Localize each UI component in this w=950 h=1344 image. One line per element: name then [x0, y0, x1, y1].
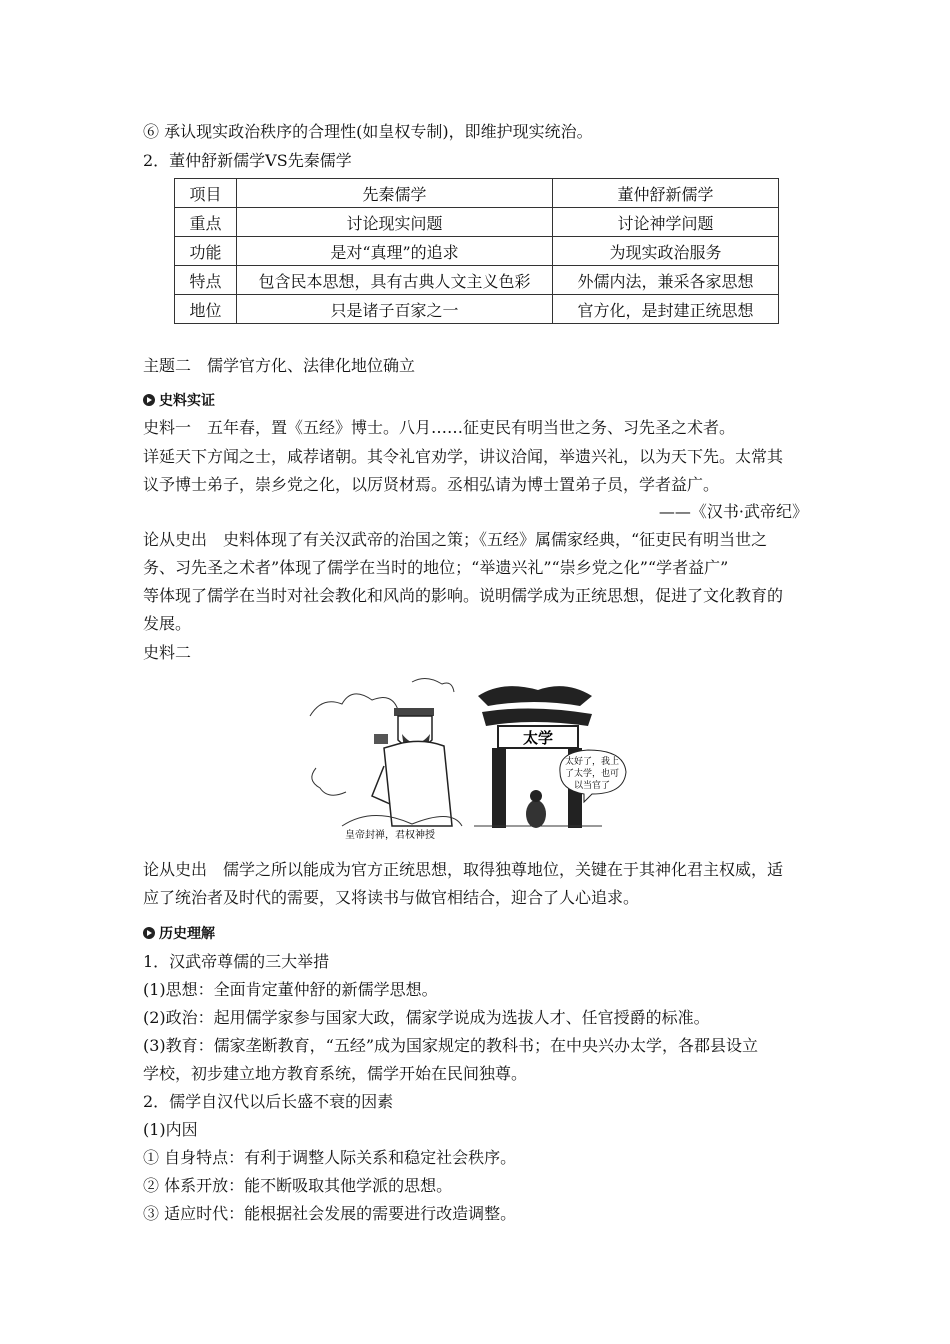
source-1-line: 史料一 五年春，置《五经》博士。八月……征吏民有明当世之务、习先圣之术者。 — [143, 418, 736, 437]
table-header-cell: 董仲舒新儒学 — [553, 179, 779, 208]
speech-bubble-text: 了太学，也可 — [564, 769, 620, 779]
table-row — [175, 266, 779, 295]
analysis-2-line: 论从史出 儒学之所以能成为官方正统思想，取得独尊地位，关键在于其神化君主权威，适 — [143, 860, 784, 879]
play-bullet-icon — [143, 927, 155, 939]
emperor-panel — [310, 678, 462, 841]
section-heading-lishi — [143, 923, 215, 943]
point-2-item: ③ 适应时代：能根据社会发展的需要进行改造调整。 — [143, 1204, 517, 1223]
source-1-citation: ——《汉书·武帝纪》 — [658, 502, 808, 521]
comparison-table — [174, 178, 779, 324]
analysis-1-line: 发展。 — [143, 614, 192, 633]
table-cell: 外儒内法，兼采各家思想 — [553, 266, 779, 295]
analysis-1-line: 等体现了儒学在当时对社会教化和风尚的影响。说明儒学成为正统思想，促进了文化教育的 — [143, 586, 784, 605]
taixue-panel — [474, 686, 626, 828]
point-2-item: (1)内因 — [143, 1120, 198, 1139]
point-1-title: 1．汉武帝尊儒的三大举措 — [143, 952, 330, 971]
point-2-item: ① 自身特点：有利于调整人际关系和稳定社会秩序。 — [143, 1148, 517, 1167]
section-2-title: 2．董仲舒新儒学VS先秦儒学 — [143, 151, 352, 170]
point-2-title: 2．儒学自汉代以后长盛不衰的因素 — [143, 1092, 394, 1111]
table-header-cell: 项目 — [175, 179, 237, 208]
theme-2-title: 主题二 儒学官方化、法律化地位确立 — [143, 356, 416, 375]
source-1-line: 议予博士弟子，崇乡党之化，以厉贤材焉。丞相弘请为博士置弟子员，学者益广。 — [143, 475, 720, 494]
analysis-2-line: 应了统治者及时代的需要，又将读书与做官相结合，迎合了人心追求。 — [143, 888, 640, 907]
source-1-line: 详延天下方闻之士，咸荐诸朝。其令礼官劝学，讲议洽闻，举遗兴礼，以为天下先。太常其 — [143, 447, 784, 466]
section-heading-label: 历史理解 — [159, 926, 215, 942]
speech-bubble-text: 以当官了 — [573, 781, 611, 791]
point-1-item: (1)思想：全面肯定董仲舒的新儒学思想。 — [143, 980, 438, 999]
gate-sign-text: 太学 — [522, 729, 554, 747]
table-cell: 只是诸子百家之一 — [237, 295, 553, 324]
table-header-cell: 先秦儒学 — [237, 179, 553, 208]
speech-bubble-text: 太好了，我上 — [564, 757, 620, 767]
table-cell: 重点 — [175, 208, 237, 237]
table-cell: 地位 — [175, 295, 237, 324]
play-bullet-icon — [143, 394, 155, 406]
table-cell: 是对“真理”的追求 — [237, 237, 553, 266]
section-heading-shiliao — [143, 390, 215, 410]
point-1-item: 学校，初步建立地方教育系统，儒学开始在民间独尊。 — [143, 1064, 528, 1083]
point-1-item: (3)教育：儒家垄断教育，“五经”成为国家规定的教科书；在中央兴办太学，各郡县设立 — [143, 1036, 759, 1055]
historical-illustration — [302, 676, 654, 844]
table-cell: 讨论神学问题 — [553, 208, 779, 237]
illustration-caption: 皇帝封禅，君权神授 — [345, 830, 435, 841]
table-cell: 功能 — [175, 237, 237, 266]
table-cell: 官方化，是封建正统思想 — [553, 295, 779, 324]
source-2-label: 史料二 — [143, 643, 192, 662]
point-1-item: (2)政治：起用儒学家参与国家大政，儒家学说成为选拔人才、任官授爵的标准。 — [143, 1008, 710, 1027]
item-6-text: ⑥ 承认现实政治秩序的合理性(如皇权专制)，即维护现实统治。 — [143, 122, 593, 141]
analysis-1-line: 论从史出 史料体现了有关汉武帝的治国之策；《五经》属儒家经典，“征吏民有明当世之 — [143, 530, 768, 549]
table-header-row — [175, 179, 779, 208]
table-cell: 包含民本思想，具有古典人文主义色彩 — [237, 266, 553, 295]
table-cell: 特点 — [175, 266, 237, 295]
point-2-item: ② 体系开放：能不断吸取其他学派的思想。 — [143, 1176, 453, 1195]
table-cell: 为现实政治服务 — [553, 237, 779, 266]
analysis-1-line: 务、习先圣之术者”体现了儒学在当时的地位；“举遗兴礼”“崇乡党之化”“学者益广” — [143, 558, 729, 577]
table-row — [175, 208, 779, 237]
section-heading-label: 史料实证 — [159, 393, 215, 409]
table-row — [175, 237, 779, 266]
table-cell: 讨论现实问题 — [237, 208, 553, 237]
table-row — [175, 295, 779, 324]
